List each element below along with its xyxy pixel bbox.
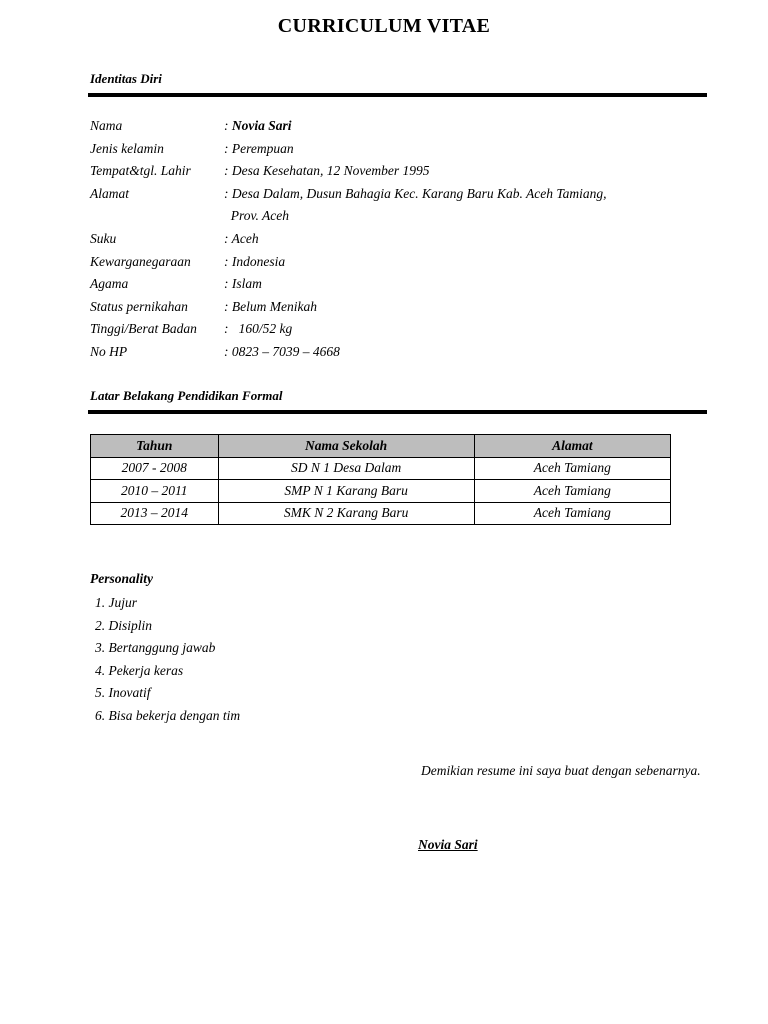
table-cell-school: SMK N 2 Karang Baru	[218, 502, 474, 525]
identity-value: : 160/52 kg	[224, 321, 293, 337]
table-cell-year: 2010 – 2011	[91, 480, 219, 503]
identity-row-tempat-lahir	[90, 160, 710, 183]
table-cell-year: 2007 - 2008	[91, 457, 219, 480]
identity-row-no-hp	[90, 341, 710, 364]
identity-row-status	[90, 296, 710, 319]
table-cell-address: Aceh Tamiang	[474, 480, 670, 503]
identity-value: : Belum Menikah	[224, 298, 317, 314]
identity-label: Status pernikahan	[90, 298, 188, 314]
list-item: 6. Bisa bekerja dengan tim	[95, 707, 241, 723]
identity-row-kewarganegaraan	[90, 251, 710, 274]
table-cell-school: SMP N 1 Karang Baru	[218, 480, 474, 503]
table-row	[91, 502, 671, 525]
list-item: 2. Disiplin	[95, 617, 153, 633]
identity-value: : Islam	[224, 276, 262, 292]
identity-divider	[88, 93, 707, 97]
list-item: 3. Bertanggung jawab	[95, 640, 216, 656]
identity-row-jenis-kelamin	[90, 138, 710, 161]
identity-row-agama	[90, 273, 710, 296]
identity-name-value: Novia Sari	[231, 118, 292, 133]
identity-label: Tempat&tgl. Lahir	[90, 163, 191, 179]
column-header-alamat: Alamat	[474, 435, 670, 458]
identity-label	[90, 205, 224, 228]
identity-label: Kewarganegaraan	[90, 253, 191, 269]
education-divider	[88, 410, 707, 414]
education-table	[90, 434, 671, 525]
identity-row-nama	[90, 115, 710, 138]
identity-value: : Novia Sari	[224, 118, 292, 133]
list-item: 4. Pekerja keras	[95, 662, 184, 678]
identity-value: : Indonesia	[224, 253, 286, 269]
identity-label: No HP	[90, 343, 128, 359]
table-header-row	[91, 435, 671, 458]
table-cell-address: Aceh Tamiang	[474, 502, 670, 525]
identity-value: : Desa Kesehatan, 12 November 1995	[224, 163, 430, 179]
education-heading: Latar Belakang Pendidikan Formal	[90, 388, 283, 403]
table-cell-address: Aceh Tamiang	[474, 457, 670, 480]
identity-row-suku	[90, 228, 710, 251]
list-item: 1. Jujur	[95, 595, 137, 610]
identity-value: : Aceh	[224, 230, 259, 246]
column-header-tahun: Tahun	[91, 435, 219, 458]
identity-row-tinggi-berat	[90, 318, 710, 341]
identity-value: : Perempuan	[224, 140, 294, 156]
signature-name: Novia Sari	[418, 837, 478, 852]
table-row	[91, 457, 671, 480]
personality-list	[95, 592, 240, 728]
identity-label: Tinggi/Berat Badan	[90, 321, 197, 337]
identity-value: Prov. Aceh	[224, 208, 289, 224]
identity-label: Alamat	[90, 185, 129, 201]
personality-heading: Personality	[90, 571, 153, 586]
identity-label: Nama	[90, 118, 123, 133]
identity-value: : Desa Dalam, Dusun Bahagia Kec. Karang Baru Kab. Aceh Tamiang,	[224, 185, 607, 201]
identity-row-alamat-cont	[90, 205, 710, 228]
list-item: 5. Inovatif	[95, 685, 151, 701]
identity-label: Jenis kelamin	[90, 140, 164, 156]
identity-label: Suku	[90, 230, 117, 246]
identity-row-alamat	[90, 183, 710, 206]
identity-heading: Identitas Diri	[90, 71, 162, 86]
closing-statement: Demikian resume ini saya buat dengan sebenarnya.	[421, 763, 701, 778]
table-cell-year: 2013 – 2014	[91, 502, 219, 525]
identity-list	[90, 115, 710, 364]
identity-label: Agama	[90, 276, 129, 292]
document-title: CURRICULUM VITAE	[277, 15, 491, 37]
table-cell-school: SD N 1 Desa Dalam	[218, 457, 474, 480]
column-header-nama-sekolah: Nama Sekolah	[218, 435, 474, 458]
table-row	[91, 480, 671, 503]
identity-value: : 0823 – 7039 – 4668	[224, 343, 340, 359]
